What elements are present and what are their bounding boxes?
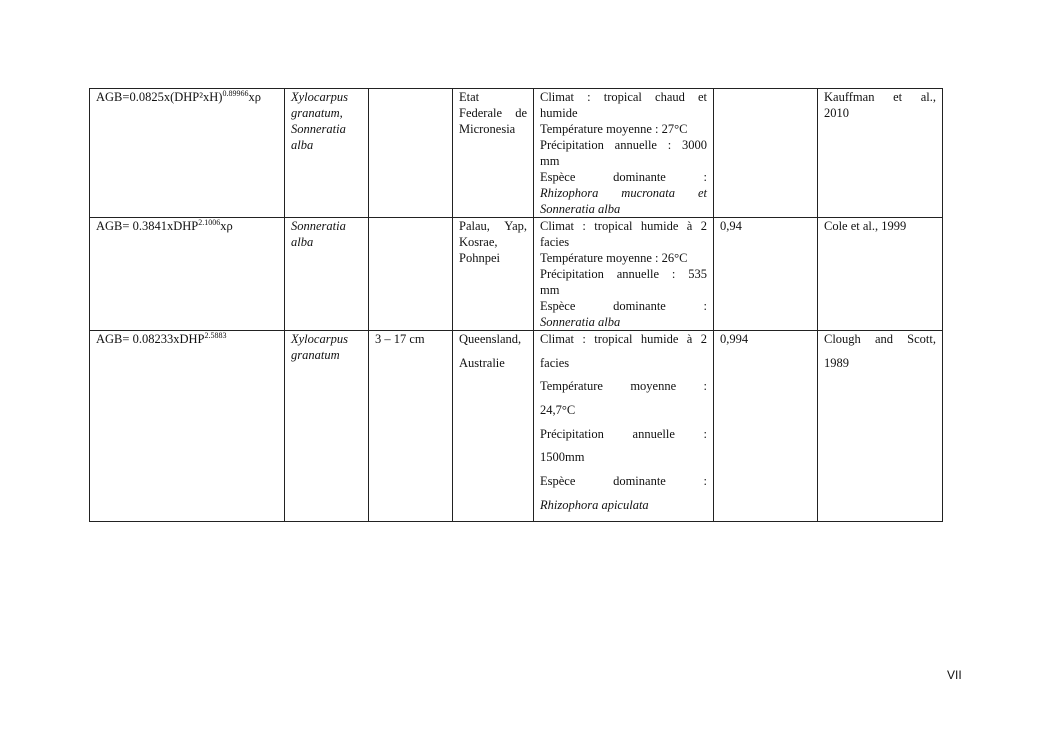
location-line: Australie [459,355,505,370]
climate-line: Précipitation annuelle : 535 [540,267,707,281]
climate-line: mm [540,154,560,168]
climate-line: Espèce dominante : [540,170,707,184]
reference-cell [818,218,943,331]
species-line: granatum, [291,106,343,120]
climate-line: Température moyenne : 27°C [540,122,688,136]
diameter-cell [369,331,453,522]
formula-tail: xρ [220,219,233,233]
diameter-cell [369,89,453,218]
species-line: Xylocarpus [291,90,348,104]
climate-line: Climat : tropical chaud et [540,90,707,104]
climate-line: Rhizophora apiculata [540,497,649,512]
climate-line: Espèce dominante : [540,299,707,313]
formula-exponent: 0.89966 [222,89,249,98]
r2-cell [714,218,818,331]
reference-line: Kauffman et al., [824,90,936,104]
location-line: Pohnpei [459,251,500,265]
climate-line: mm [540,283,560,297]
location-line: Micronesia [459,122,516,136]
location-cell [453,89,534,218]
table-row [90,218,943,331]
climate-cell [534,331,714,522]
page-number: VII [947,668,962,682]
climate-line: facies [540,235,570,249]
climate-line: Température moyenne : 26°C [540,251,688,265]
location-line: Kosrae, [459,235,498,249]
reference-line: 1989 [824,355,849,370]
climate-line: humide [540,106,578,120]
location-line: Etat [459,90,480,104]
location-cell [453,218,534,331]
climate-line: Climat : tropical humide à 2 [540,332,707,346]
climate-line: facies [540,355,570,370]
climate-line: Rhizophora mucronata et [540,186,707,200]
species-line: Sonneratia [291,122,346,136]
climate-line: 24,7°C [540,403,576,418]
species-line: granatum [291,348,340,362]
formula-base: AGB= 0.3841xDHP [96,219,199,233]
climate-line: Climat : tropical humide à 2 [540,219,707,233]
climate-line: Température moyenne : [540,379,707,394]
climate-line: Sonneratia alba [540,202,621,216]
allometric-equations-table [89,88,943,522]
formula-base: AGB=0.0825x(DHP²xH) [96,90,223,104]
reference-line: Clough and Scott, [824,332,936,346]
species-cell [285,331,369,522]
r2-value: 0,94 [720,219,742,233]
formula-base: AGB= 0.08233xDHP [96,332,205,346]
climate-line: Sonneratia alba [540,315,621,329]
reference-cell [818,89,943,218]
diameter-value: 3 – 17 cm [375,332,425,346]
r2-cell [714,331,818,522]
location-cell [453,331,534,522]
table-row [90,331,943,522]
r2-cell [714,89,818,218]
formula-cell [90,218,285,331]
reference-line: 2010 [824,106,849,120]
species-line: alba [291,235,314,249]
diameter-cell [369,218,453,331]
r2-value: 0,994 [720,332,749,346]
reference-cell [818,331,943,522]
location-line: Queensland, [459,332,522,346]
formula-tail: xρ [248,90,261,104]
climate-cell [534,218,714,331]
climate-line: Précipitation annuelle : 3000 [540,138,707,152]
species-line: Xylocarpus [291,332,348,346]
species-cell [285,218,369,331]
species-cell [285,89,369,218]
climate-line: Précipitation annuelle : [540,426,707,441]
species-line: Sonneratia [291,219,346,233]
formula-exponent: 2.1006 [198,218,221,227]
climate-cell [534,89,714,218]
climate-line: 1500mm [540,450,585,465]
location-line: Palau, Yap, [459,219,527,233]
reference-line: Cole et al., 1999 [824,219,907,233]
formula-cell [90,89,285,218]
table-row [90,89,943,218]
formula-cell [90,331,285,522]
formula-exponent: 2.5883 [204,331,227,340]
climate-line: Espèce dominante : [540,474,707,489]
location-line: Federale de [459,106,527,120]
species-line: alba [291,138,314,152]
